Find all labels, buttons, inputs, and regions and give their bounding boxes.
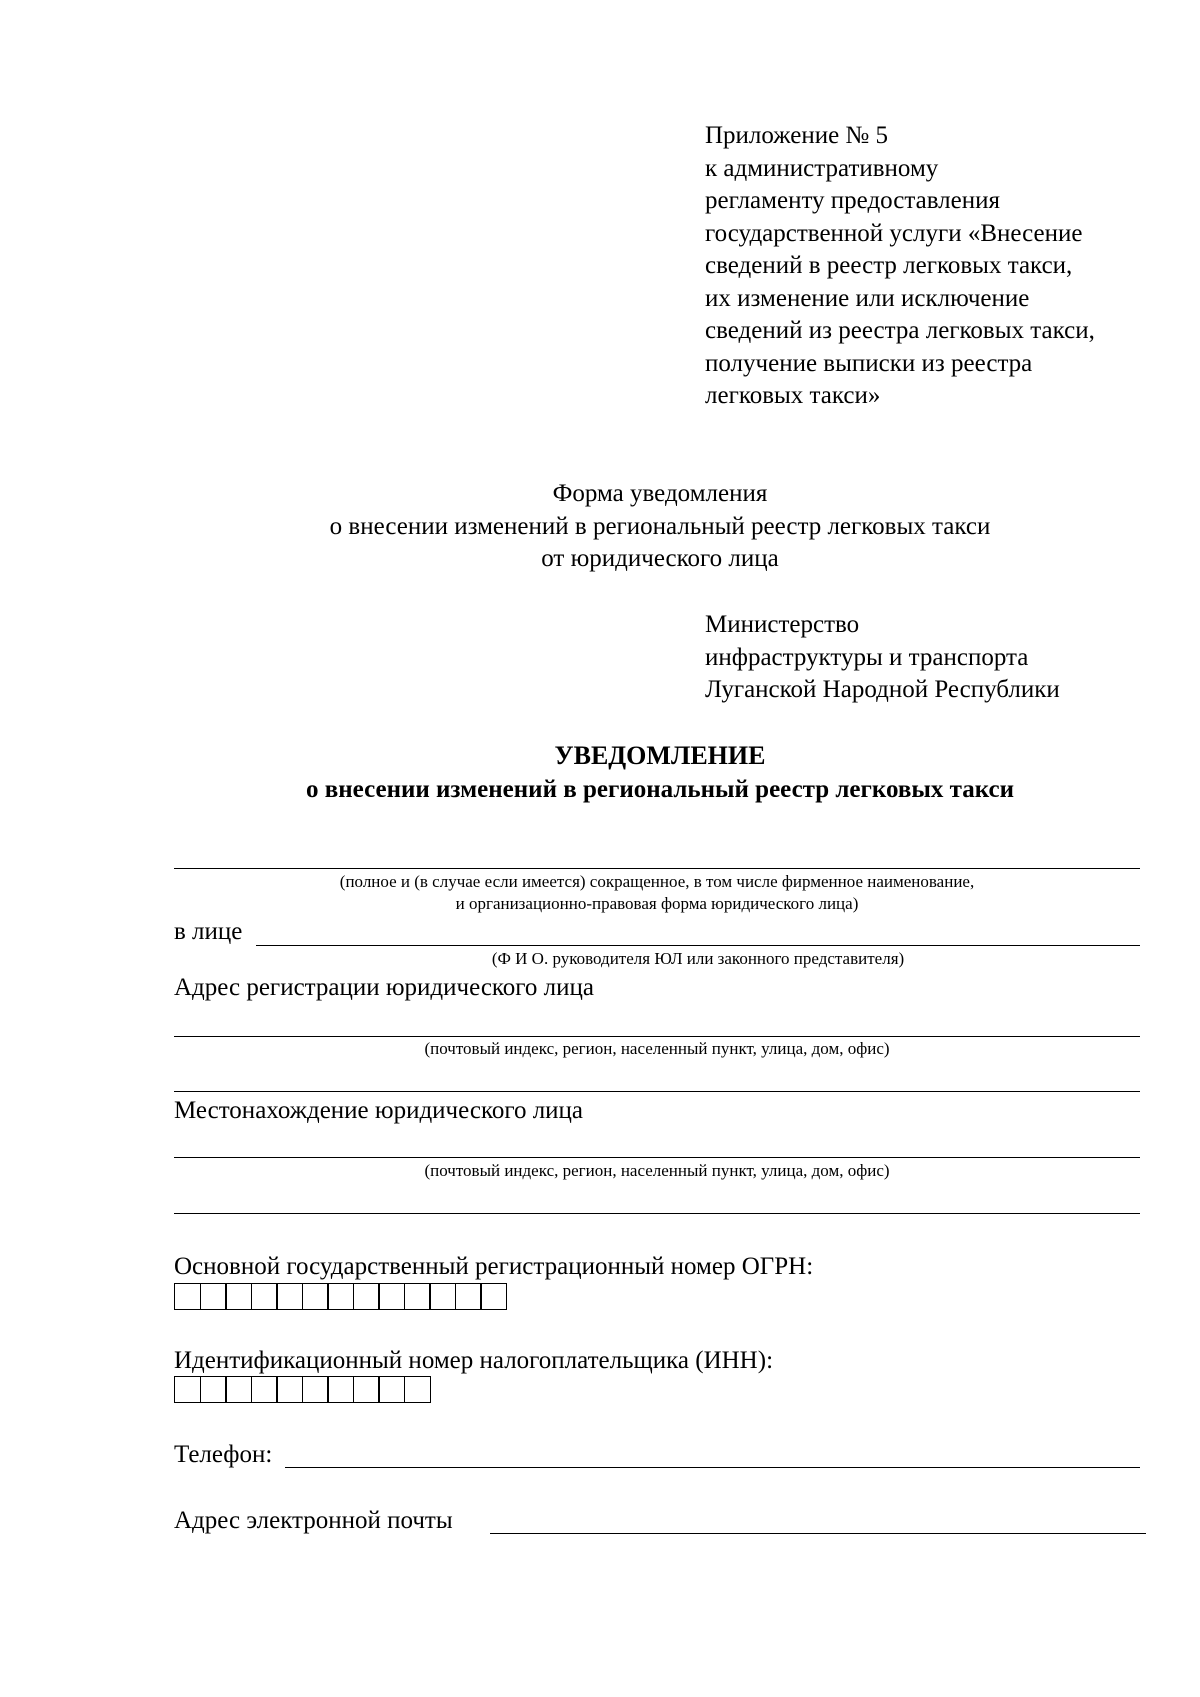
reg-address-field-2[interactable] — [174, 1091, 1140, 1092]
inn-digit-cell[interactable] — [276, 1376, 303, 1403]
ogrn-digit-cell[interactable] — [378, 1283, 405, 1310]
reg-address-field[interactable] — [174, 1036, 1140, 1037]
ogrn-digit-cell[interactable] — [276, 1283, 303, 1310]
ogrn-digit-cell[interactable] — [455, 1283, 482, 1310]
inn-digit-cell[interactable] — [200, 1376, 227, 1403]
appendix-line: сведений из реестра легковых такси, — [705, 317, 1095, 344]
form-title-line: от юридического лица — [541, 545, 779, 572]
notice-title: УВЕДОМЛЕНИЕ — [554, 741, 766, 770]
inn-input-grid[interactable] — [174, 1376, 431, 1403]
ogrn-input-grid[interactable] — [174, 1283, 507, 1310]
appendix-line: государственной услуги «Внесение — [705, 219, 1083, 247]
email-label: Адрес электронной почты — [174, 1507, 453, 1534]
ogrn-label: Основной государственный регистрационный номер ОГРН: — [174, 1253, 814, 1280]
ogrn-digit-cell[interactable] — [200, 1283, 227, 1310]
ogrn-digit-cell[interactable] — [429, 1283, 456, 1310]
represented-by-label: в лице — [174, 918, 243, 945]
ogrn-digit-cell[interactable] — [251, 1283, 278, 1310]
phone-field[interactable] — [285, 1467, 1140, 1468]
org-name-hint-line: и организационно-правовая форма юридического лица) — [455, 894, 859, 913]
form-title-line: Форма уведомления — [552, 480, 768, 507]
inn-digit-cell[interactable] — [302, 1376, 329, 1403]
addressee-line: Луганской Народной Республики — [705, 676, 1060, 703]
location-field-2[interactable] — [174, 1213, 1140, 1214]
addressee-block — [705, 609, 1060, 707]
reg-address-hint: (почтовый индекс, регион, населенный пункт, улица, дом, офис) — [424, 1039, 890, 1058]
inn-digit-cell[interactable] — [353, 1376, 380, 1403]
form-title-line: о внесении изменений в региональный реестр легковых такси — [329, 512, 991, 540]
appendix-block — [705, 120, 1095, 413]
inn-digit-cell[interactable] — [378, 1376, 405, 1403]
represented-by-field[interactable] — [256, 945, 1140, 946]
ogrn-digit-cell[interactable] — [302, 1283, 329, 1310]
org-name-hint — [174, 871, 1140, 915]
org-name-hint-line: (полное и (в случае если имеется) сокращенное, в том числе фирменное наименование, — [339, 872, 975, 891]
ogrn-digit-cell[interactable] — [327, 1283, 354, 1310]
appendix-line: их изменение или исключение — [705, 284, 1030, 312]
appendix-line: получение выписки из реестра — [705, 349, 1033, 377]
inn-digit-cell[interactable] — [251, 1376, 278, 1403]
ogrn-digit-cell[interactable] — [225, 1283, 252, 1310]
addressee-line: Министерство — [705, 611, 860, 638]
location-label: Местонахождение юридического лица — [174, 1097, 584, 1124]
location-field[interactable] — [174, 1157, 1140, 1158]
location-hint: (почтовый индекс, регион, населенный пункт, улица, дом, офис) — [424, 1161, 890, 1180]
ogrn-digit-cell[interactable] — [480, 1283, 507, 1310]
form-title — [170, 478, 1150, 576]
ogrn-digit-cell[interactable] — [174, 1283, 201, 1310]
appendix-line: сведений в реестр легковых такси, — [705, 252, 1073, 279]
inn-digit-cell[interactable] — [225, 1376, 252, 1403]
inn-digit-cell[interactable] — [327, 1376, 354, 1403]
inn-digit-cell[interactable] — [174, 1376, 201, 1403]
appendix-line: регламенту предоставления — [705, 187, 1001, 214]
appendix-line: легковых такси» — [705, 382, 881, 409]
org-name-field[interactable] — [174, 868, 1140, 869]
ogrn-digit-cell[interactable] — [404, 1283, 431, 1310]
represented-by-hint: (Ф И О. руководителя ЮЛ или законного представителя) — [491, 949, 905, 968]
notice-heading — [170, 739, 1150, 807]
notice-subtitle: о внесении изменений в региональный реестр легковых такси — [306, 776, 1014, 803]
inn-digit-cell[interactable] — [404, 1376, 431, 1403]
ogrn-digit-cell[interactable] — [353, 1283, 380, 1310]
appendix-line: Приложение № 5 — [705, 122, 889, 149]
addressee-line: инфраструктуры и транспорта — [705, 643, 1029, 671]
appendix-line: к административному — [705, 154, 939, 182]
phone-label: Телефон: — [174, 1441, 273, 1468]
reg-address-label: Адрес регистрации юридического лица — [174, 974, 595, 1001]
inn-label: Идентификационный номер налогоплательщика (ИНН): — [174, 1347, 774, 1374]
email-field[interactable] — [490, 1533, 1146, 1534]
